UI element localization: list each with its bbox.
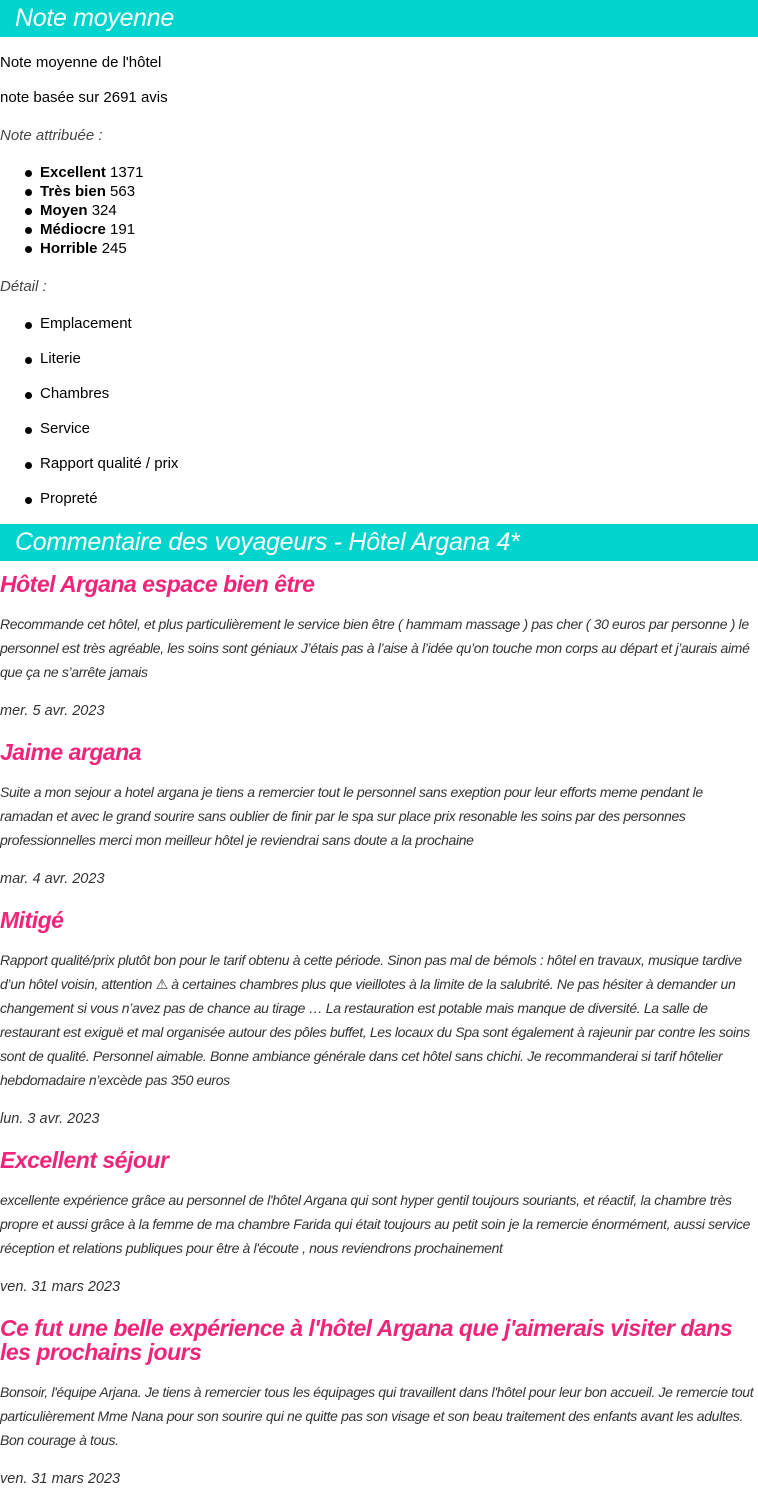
detail-item: Chambres xyxy=(0,385,178,420)
review-title: Jaime argana xyxy=(0,739,142,765)
rating-horrible: Horrible 245 xyxy=(0,239,143,258)
detail-item: Literie xyxy=(0,350,178,385)
rating-tres-bien: Très bien 563 xyxy=(0,182,143,201)
ratings-label: Note attribuée : xyxy=(0,127,103,144)
note-moyenne-header: Note moyenne xyxy=(0,0,758,37)
review-body: Suite a mon sejour a hotel argana je tiens a remercier tout le personnel sans exeption pour leur efforts meme pendant le ramadan et avec le grand sourire sans oublier de finir par le spa sur place prix resonable les soins par des personnes professionnelles merci mon meilleur hôtel je reviendrai sans doute a la prochaine xyxy=(0,784,703,848)
review-title: Mitigé xyxy=(0,907,64,933)
review-title: Ce fut une belle expérience à l'hôtel Argana que j'aimerais visiter dans les prochains jours xyxy=(0,1315,733,1365)
review-date: mer. 5 avr. 2023 xyxy=(0,703,105,719)
detail-item: Service xyxy=(0,420,178,455)
detail-item: Emplacement xyxy=(0,315,178,350)
review-body: Rapport qualité/prix plutôt bon pour le tarif obtenu à cette période. Sinon pas mal de bémols : hôtel en travaux, musique tardive d’un hôtel voisin, attention ⚠ à certaines chambres plus que vieillotes à la limite de la salubrité. Ne pas hésiter à demander un changement si vous n’avez pas de chance au tirage … La restauration est potable mais manque de diversité. La salle de restaurant est exiguë et mal organisée autour des pôles buffet, Les locaux du Spa sont également à rajeunir par contre les soins sont de qualité. Personnel aimable. Bonne ambiance générale dans cet hôtel sans chichi. Je recommanderai si tarif hôtelier hebdomadaire n’excède pas 350 euros xyxy=(0,952,750,1088)
review-title: Hôtel Argana espace bien être xyxy=(0,571,315,597)
ratings-list xyxy=(0,163,143,258)
detail-label: Détail : xyxy=(0,278,47,295)
review-date: ven. 31 mars 2023 xyxy=(0,1279,121,1295)
detail-item: Propreté xyxy=(0,490,178,525)
rating-excellent: Excellent 1371 xyxy=(0,163,143,182)
rating-moyen: Moyen 324 xyxy=(0,201,143,220)
review-title: Excellent séjour xyxy=(0,1147,169,1173)
hotel-average-title: Note moyenne de l'hôtel xyxy=(0,54,162,71)
detail-list xyxy=(0,315,178,525)
review-body: Recommande cet hôtel, et plus particulièrement le service bien être ( hammam massage ) pas cher ( 30 euros par personne ) le personnel est très agréable, les soins sont géniaux J’étais pas à l’aise à l’idée qu’on touche mon corps au départ et j’aurais aimé que ça ne s’arrête jamais xyxy=(0,616,750,680)
detail-item: Rapport qualité / prix xyxy=(0,455,178,490)
reviews-header: Commentaire des voyageurs - Hôtel Argana 4* xyxy=(0,524,758,561)
review-date: mar. 4 avr. 2023 xyxy=(0,871,105,887)
review-date: lun. 3 avr. 2023 xyxy=(0,1111,100,1127)
rating-mediocre: Médiocre 191 xyxy=(0,220,143,239)
review-count: note basée sur 2691 avis xyxy=(0,89,168,106)
review-date: ven. 31 mars 2023 xyxy=(0,1471,121,1487)
review-body: Bonsoir, l'équipe Arjana. Je tiens à remercier tous les équipages qui travaillent dans l'hôtel pour leur bon accueil. Je remercie tout particulièrement Mme Nana pour son sourire qui ne quitte pas son visage et son beau traitement des enfants avant les adultes. Bon courage à tous. xyxy=(0,1384,754,1448)
review-body: excellente expérience grâce au personnel de l'hôtel Argana qui sont hyper gentil toujours souriants, et réactif, la chambre très propre et aussi grâce à la femme de ma chambre Farida qui était toujours au petit soin je la remercie énormément, aussi service réception et relations publiques pour être à l'écoute , nous reviendrons prochainement xyxy=(0,1192,751,1256)
